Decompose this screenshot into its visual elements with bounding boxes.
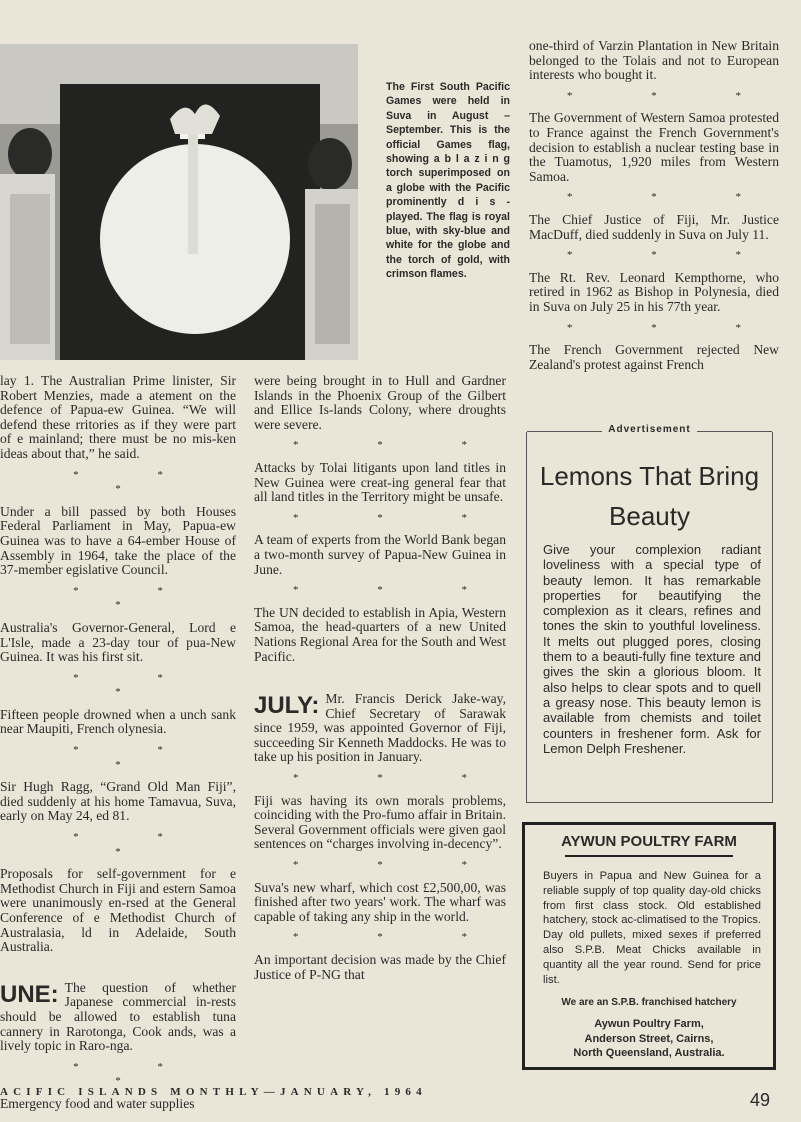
ad-title: AYWUN POULTRY FARM (561, 833, 737, 850)
ad-title: Lemons That Bring Beauty (539, 461, 760, 531)
separator: * * * (73, 831, 201, 858)
address-line: Anderson Street, Cairns, (584, 1032, 714, 1045)
news-item: were being brought in to Hull and Gardner Islands in the Phoenix Group of the Gilbert and Ellice Is-lands Colony, where droughts were severe. (254, 373, 506, 432)
news-item: Suva's new wharf, which cost £2,500,00, was finished after two years' work. The wharf was capable of taking any ship in the world. (254, 879, 506, 924)
ad-body: Give your complexion radiant loveliness with a special type of beauty lemon. It has remarkable properties for beautifying the complexion as it clears, refines and tones the skin to youthful loveliness. It melts out plugged pores, closing them to a beauti-fully fine texture and gives the skin a glorious bloom. It also helps to clear spots and to quell a greasy nose. This beauty lemon is available from chemists and toilet counters in freshener form. Ask for Lemon Delph Freshener. (543, 542, 761, 756)
news-item: Proposals for self-government for e Methodist Church in Fiji and estern Samoa were unanimously en-rsed at the General Conference of e Methodist Church of Australasia, ld in Adelaide, South Australia. (0, 866, 236, 955)
column-3 (529, 39, 779, 372)
photo-illustration (0, 44, 358, 360)
franchise-line: We are an S.P.B. franchised hatchery (561, 997, 737, 1008)
month-heading-july: JULY: (254, 692, 320, 720)
games-flag-photo (0, 44, 358, 360)
advertisement-label-text: Advertisement (602, 424, 696, 435)
news-item: Fiji was having its own morals problems, coinciding with the Pro-fumo affair in Britain. Several Government officials were given gaol sentences on “charges involving in-decency”. (254, 792, 506, 852)
column-2 (254, 374, 506, 982)
separator: * * * (293, 772, 505, 785)
page-footer: ACIFIC ISLANDS MONTHLY—JANUARY, 1964 (0, 1086, 427, 1098)
july-text: Mr. Francis Derick Jake-way, Chief Secretary of Sarawak since 1959, was appointed Governor of Fiji, succeeding Sir Kenneth Maddocks. He was to take up his position in January. (254, 691, 506, 765)
news-item: The UN decided to establish in Apia, Western Samoa, the head-quarters of a new United Nations Regional Area for the South and West Pacific. (254, 604, 506, 664)
separator: * * * (73, 744, 201, 771)
month-heading-june: UNE: (0, 980, 59, 1008)
advertisement-label (527, 424, 772, 435)
news-item: Australia's Governor-General, Lord e L'Isle, made a 23-day tour of pua-New Guinea. It was his first sit. (0, 619, 236, 665)
july-section (254, 692, 506, 765)
photo-caption: The First South Pacific Games were held in Suva in August – September. This is the official Games flag, showing a b l a z i n g torch superimposed on a globe with the Pacific prominently d i s - played. The flag is royal blue, with sky-blue and white for the globe and the torch of gold, with crimson flames. (386, 81, 510, 281)
ad-title-rule (565, 855, 733, 857)
lemon-advertisement (526, 424, 773, 803)
june-section (0, 981, 236, 1054)
column-1 (0, 374, 236, 1112)
june-text: The question of whether Japanese commercial in-rests should be allowed to establish tuna cannery in Rarotonga, Cook ands, was a lively topic in Raro-nga. (0, 979, 236, 1054)
separator: * * * (293, 859, 505, 872)
news-item: Emergency food and water supplies (0, 1095, 195, 1111)
page-number: 49 (750, 1090, 771, 1110)
separator: * * * (567, 89, 779, 102)
news-item: one-third of Varzin Plantation in New Britain belonged to the Tolais and not to European interests who bought it. (529, 38, 779, 83)
separator: * * * (73, 1060, 201, 1088)
ad-body: Buyers in Papua and New Guinea for a reliable supply of top quality day-old chicks from first class stock. Old established hatchery, stock ac-climatised to the Tropics. Day old pullets, mixed sexes if preferred also S.P.B. Meat Chicks available in quantity all the year round. Send for price list. (543, 870, 761, 986)
news-item: Fifteen people drowned when a unch sank near Maupiti, French olynesia. (0, 706, 236, 737)
separator: * * * (567, 249, 779, 262)
separator: * * * (293, 439, 505, 452)
news-item: The Rt. Rev. Leonard Kempthorne, who retired in 1962 as Bishop in Polynesia, died in Suva on July 25 in his 77th year. (529, 269, 779, 314)
news-item: The Chief Justice of Fiji, Mr. Justice MacDuff, died suddenly in Suva on July 11. (529, 211, 779, 242)
separator: * * * (567, 191, 779, 204)
news-item: Under a bill passed by both Houses Federal Parliament in May, Papua-ew Guinea was to have a 64-ember House of Assembly in 1964, take the place of the 37-member egislative Council. (0, 503, 236, 578)
news-item: Sir Hugh Ragg, “Grand Old Man Fiji”, died suddenly at his home Tamavua, Suva, early on May 24, ed 81. (0, 779, 236, 824)
news-item: Attacks by Tolai litigants upon land titles in New Guinea were creat-ing general fear that all land titles in the Territory might be unsafe. (254, 459, 506, 505)
separator: * * * (73, 671, 201, 699)
address-line: Aywun Poultry Farm, (594, 1018, 704, 1030)
ad-address (525, 1017, 773, 1061)
separator: * * * (293, 511, 505, 524)
separator: * * * (73, 584, 201, 612)
news-item: lay 1. The Australian Prime linister, Sir Robert Menzies, made a atement on the defence of Papua-ew Guinea. “We will defend these rritories as if they were part of e mainland; there must be no mis-ken ideas about that,” he said. (0, 373, 236, 461)
news-item: The French Government rejected New Zealand's protest against French (529, 342, 779, 372)
address-line: North Queensland, Australia. (573, 1047, 725, 1059)
news-item: An important decision was made by the Chief Justice of P-NG that (254, 952, 506, 982)
separator: * * * (293, 931, 505, 944)
separator: * * * (293, 584, 505, 597)
separator: * * * (567, 321, 779, 334)
news-item: The Government of Western Samoa protested to France against the French Government's decision to establish a nuclear testing base in the Tuamotus, 1,920 miles from Western Samoa. (529, 110, 779, 184)
poultry-advertisement (522, 822, 776, 1070)
separator: * * * (73, 468, 201, 496)
news-item: A team of experts from the World Bank began a two-month survey of Papua-New Guinea in June. (254, 532, 506, 577)
